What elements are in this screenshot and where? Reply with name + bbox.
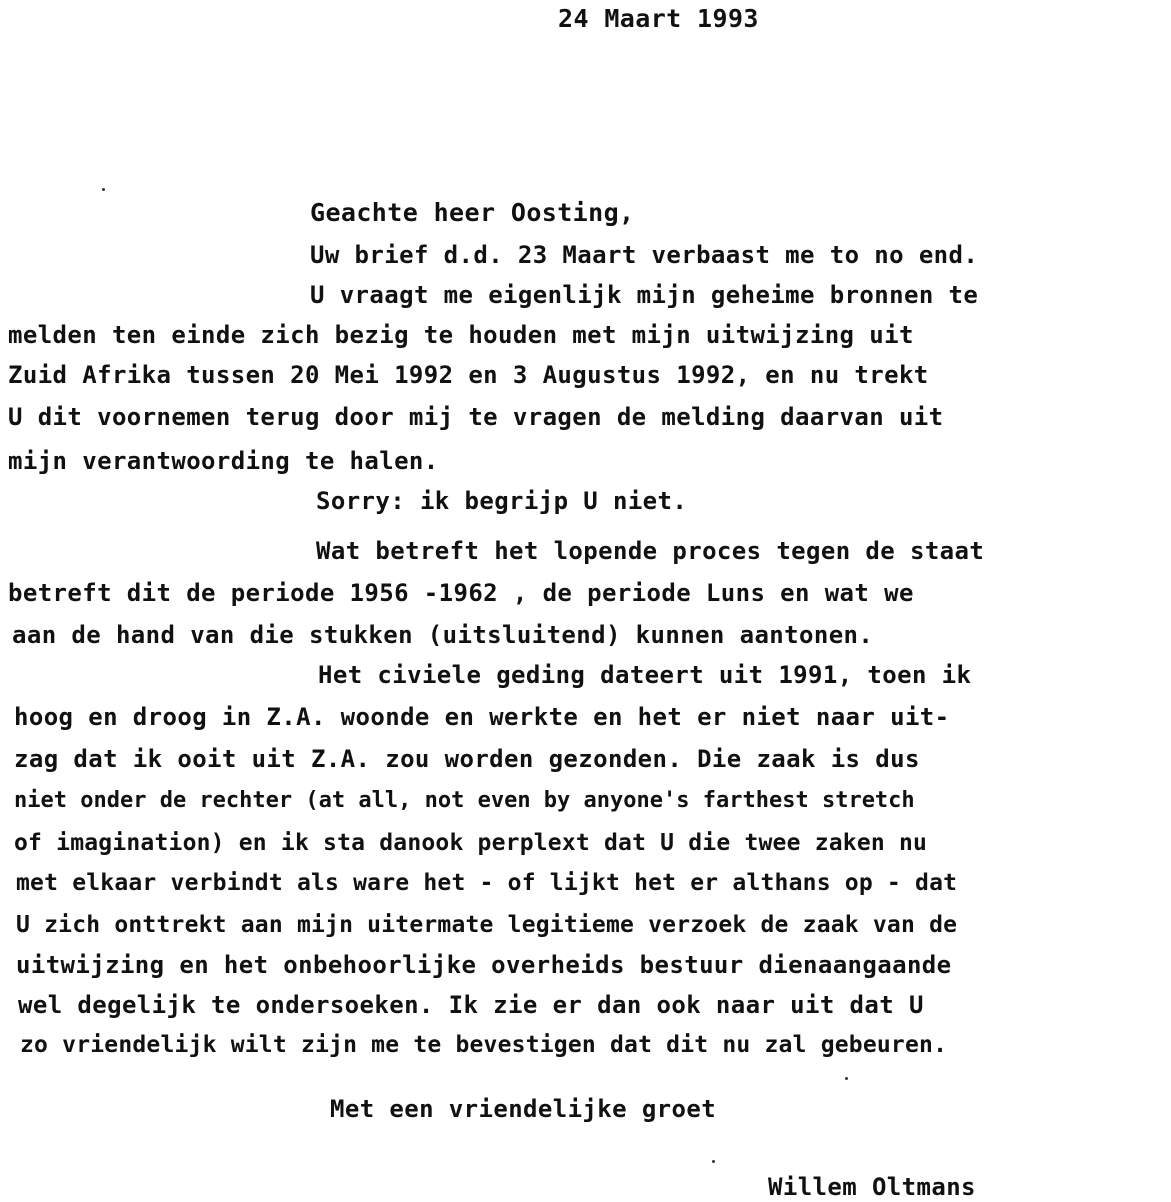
letter-line: U zich onttrekt aan mijn uitermate legitieme verzoek de zaak van de <box>16 912 958 938</box>
paper-speck <box>845 1077 848 1080</box>
letter-line: Zuid Afrika tussen 20 Mei 1992 en 3 Augustus 1992, en nu trekt <box>8 361 929 389</box>
letter-line: wel degelijk te ondersoeken. Ik zie er dan ook naar uit dat U <box>18 991 924 1019</box>
letter-line: met elkaar verbindt als ware het - of lijkt het er althans op - dat <box>16 870 958 896</box>
letter-line: niet onder de rechter (at all, not even by anyone's farthest stretch <box>14 788 915 813</box>
letter-salutation: Geachte heer Oosting, <box>310 198 635 227</box>
letter-line: mijn verantwoording te halen. <box>8 447 439 475</box>
letter-date: 24 Maart 1993 <box>558 4 759 33</box>
letter-line: U dit voornemen terug door mij te vragen de melding daarvan uit <box>8 403 944 431</box>
letter-line: melden ten einde zich bezig te houden met mijn uitwijzing uit <box>8 321 914 349</box>
letter-signature: Willem Oltmans <box>768 1173 976 1201</box>
letter-line: zo vriendelijk wilt zijn me te bevestigen dat dit nu zal gebeuren. <box>20 1032 948 1058</box>
letter-line: Sorry: ik begrijp U niet. <box>316 487 688 515</box>
letter-line: U vraagt me eigenlijk mijn geheime bronnen te <box>310 281 979 309</box>
letter-line: Wat betreft het lopende proces tegen de staat <box>316 537 985 565</box>
letter-line: Het civiele geding dateert uit 1991, toen ik <box>318 661 972 689</box>
letter-line: betreft dit de periode 1956 -1962 , de periode Luns en wat we <box>8 579 914 607</box>
letter-line: Uw brief d.d. 23 Maart verbaast me to no end. <box>310 241 979 269</box>
letter-line: of imagination) en ik sta danook perplext dat U die twee zaken nu <box>14 830 928 856</box>
paper-speck <box>102 188 105 191</box>
paper-speck <box>712 1160 715 1163</box>
letter-line: aan de hand van die stukken (uitsluitend) kunnen aantonen. <box>12 621 874 649</box>
letter-line: zag dat ik ooit uit Z.A. zou worden gezonden. Die zaak is dus <box>14 745 920 773</box>
letter-line: hoog en droog in Z.A. woonde en werkte en het er niet naar uit- <box>14 703 950 731</box>
letter-closing: Met een vriendelijke groet <box>330 1095 717 1123</box>
letter-line: uitwijzing en het onbehoorlijke overheids bestuur dienaangaande <box>16 951 952 979</box>
